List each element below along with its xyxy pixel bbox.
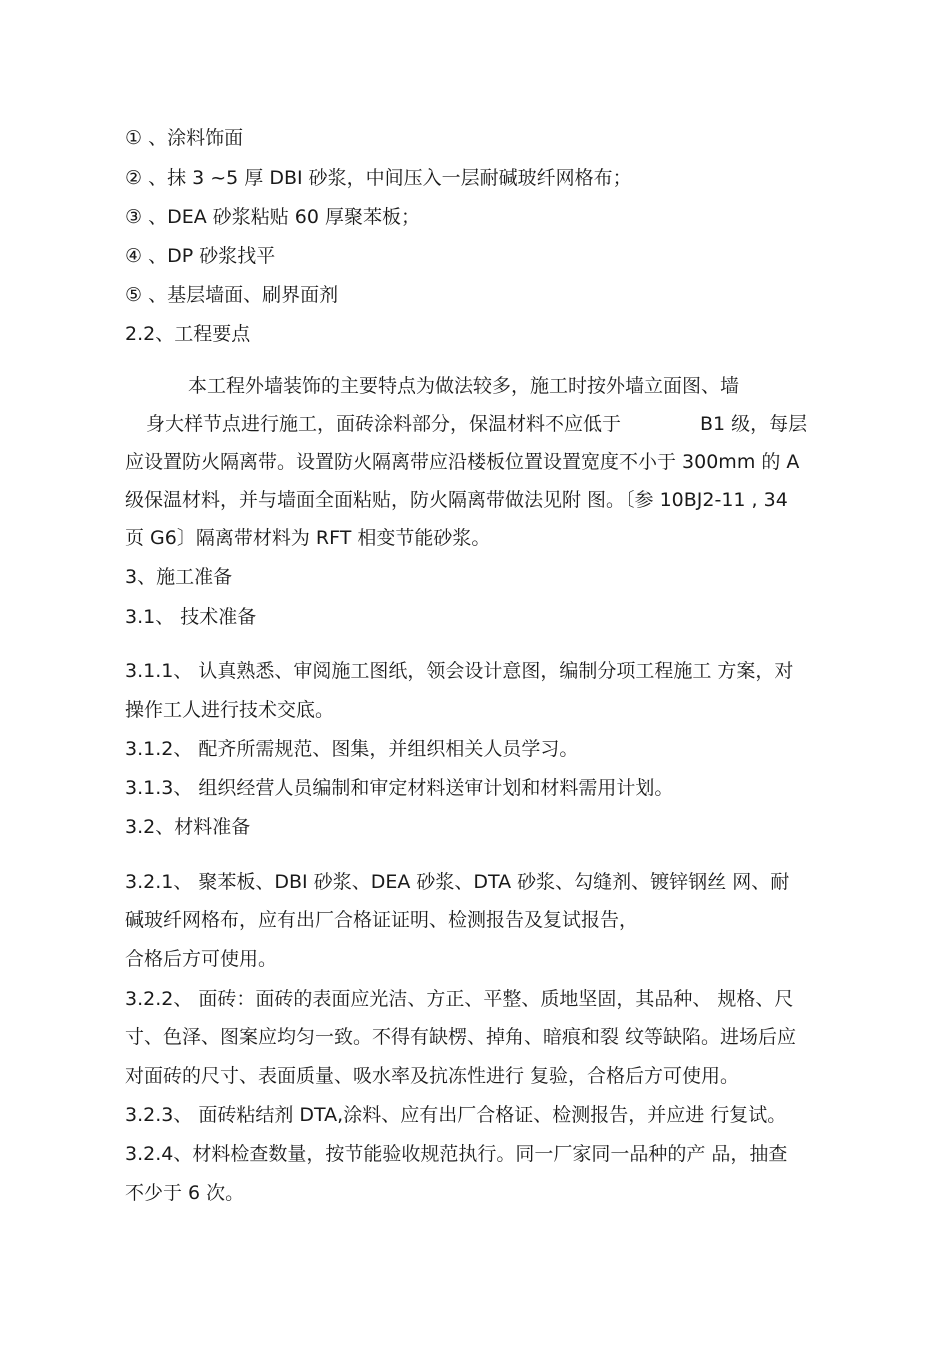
item-line: 3.2.2、 面砖：面砖的表面应光洁、方正、平整、质地坚固，其品种、 规格、尺 — [125, 988, 794, 1010]
layer-item-2: ② 、抹 3 ~5 厚 DBI 砂浆，中间压入一层耐碱玻纤网格布； — [125, 167, 632, 189]
paragraph-line: 本工程外墙装饰的主要特点为做法较多，施工时按外墙立面图、墙 — [188, 375, 740, 397]
item-line: 3.1.3、 组织经营人员编制和审定材料送审计划和材料需用计划。 — [125, 777, 674, 799]
paragraph-line: B1 级，每层 — [700, 413, 808, 435]
item-line: 对面砖的尺寸、表面质量、吸水率及抗冻性进行 复验，合格后方可使用。 — [125, 1065, 740, 1087]
paragraph-line: 身大样节点进行施工，面砖涂料部分，保温材料不应低于 — [146, 413, 622, 435]
layer-item-1: ① 、涂料饰面 — [125, 127, 244, 149]
section-heading-2-2: 2.2、工程要点 — [125, 323, 251, 345]
section-heading-3-2: 3.2、材料准备 — [125, 816, 251, 838]
layer-item-4: ④ 、DP 砂浆找平 — [125, 245, 276, 267]
layer-item-3: ③ 、DEA 砂浆粘贴 60 厚聚苯板； — [125, 206, 421, 228]
layer-item-5: ⑤ 、基层墙面、刷界面剂 — [125, 284, 339, 306]
item-line: 不少于 6 次。 — [125, 1182, 245, 1204]
item-line: 3.2.4、材料检查数量，按节能验收规范执行。同一厂家同一品种的产 品，抽查 — [125, 1143, 788, 1165]
item-line: 3.1.2、 配齐所需规范、图集，并组织相关人员学习。 — [125, 738, 579, 760]
section-heading-3: 3、施工准备 — [125, 566, 233, 588]
item-line: 3.2.1、 聚苯板、DBI 砂浆、DEA 砂浆、DTA 砂浆、勾缝剂、镀锌钢丝 网、耐 — [125, 871, 790, 893]
item-line: 合格后方可使用。 — [125, 948, 278, 970]
item-line: 3.1.1、 认真熟悉、审阅施工图纸，领会设计意图，编制分项工程施工 方案，对 — [125, 660, 794, 682]
paragraph-line: 页 G6〕隔离带材料为 RFT 相变节能砂浆。 — [125, 527, 491, 549]
section-heading-3-1: 3.1、 技术准备 — [125, 606, 257, 628]
item-line: 操作工人进行技术交底。 — [125, 699, 335, 721]
paragraph-line: 级保温材料，并与墙面全面粘贴，防火隔离带做法见附 图。〔参 10BJ2-11 , 34 — [125, 489, 788, 511]
item-line: 3.2.3、 面砖粘结剂 DTA,涂料、应有出厂合格证、检测报告，并应进 行复试。 — [125, 1104, 787, 1126]
paragraph-line: 应设置防火隔离带。设置防火隔离带应沿楼板位置设置宽度不小于 300mm 的 A — [125, 451, 800, 473]
item-line: 寸、色泽、图案应均匀一致。不得有缺楞、掉角、暗痕和裂 纹等缺陷。进场后应 — [125, 1026, 797, 1048]
item-line: 碱玻纤网格布，应有出厂合格证证明、检测报告及复试报告， — [125, 909, 639, 931]
